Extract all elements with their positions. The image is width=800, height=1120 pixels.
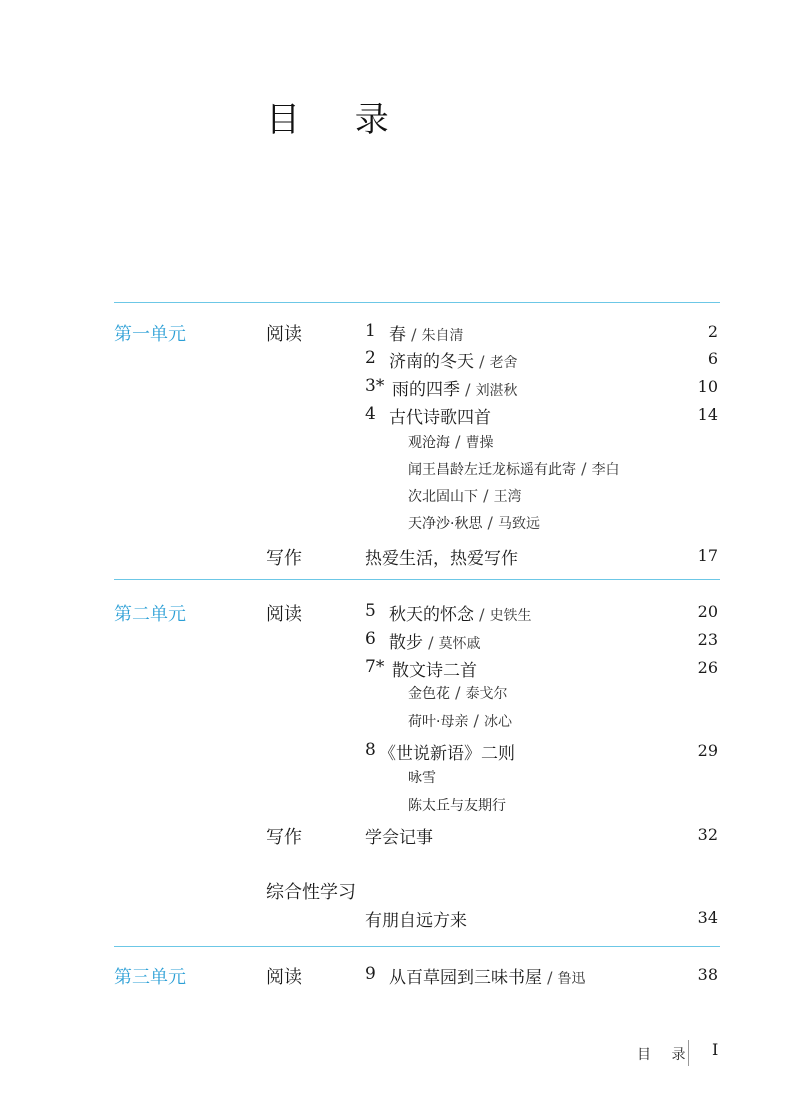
category-integrated: 综合性学习 <box>266 882 356 903</box>
page-number: 26 <box>697 658 718 677</box>
page-number: 32 <box>697 825 718 844</box>
toc-entry[interactable] <box>365 544 518 569</box>
page-number: 29 <box>697 741 718 760</box>
sub-author: 王湾 <box>493 489 522 505</box>
sub-author: 冰心 <box>484 714 513 730</box>
sub-entry[interactable]: 次北固山下 / 王湾 <box>408 486 522 505</box>
toc-entry[interactable]: 从百草园到三味书屋 / 鲁迅 <box>389 968 586 988</box>
unit-label-2: 第二单元 <box>114 604 186 625</box>
sub-entry[interactable]: 天净沙·秋思 / 马致远 <box>408 513 541 532</box>
lesson-title: 春 <box>389 325 406 345</box>
lesson-author: 老舍 <box>489 355 518 371</box>
page-number: 17 <box>697 546 718 565</box>
toc-entry[interactable] <box>365 906 467 931</box>
sub-entry[interactable]: 观沧海 / 曹操 <box>408 432 494 451</box>
lesson-number: 7* <box>365 657 385 677</box>
page-number: 10 <box>697 377 718 396</box>
lesson-author: 刘湛秋 <box>475 383 518 399</box>
page-number: 38 <box>697 965 718 984</box>
lesson-number: 2 <box>365 348 376 368</box>
sub-title: 次北固山下 <box>408 489 478 505</box>
lesson-title: 古代诗歌四首 <box>389 408 491 428</box>
lesson-number: 4 <box>365 404 376 424</box>
category-reading: 阅读 <box>266 604 302 625</box>
sub-author: 泰戈尔 <box>465 686 508 702</box>
page-number: 6 <box>707 349 718 368</box>
sub-author: 曹操 <box>465 435 494 451</box>
sub-entry[interactable] <box>408 795 506 815</box>
page-title: 目 录 <box>266 100 411 140</box>
toc-entry[interactable]: 散步 / 莫怀戚 <box>389 633 481 653</box>
toc-entry[interactable]: 济南的冬天 / 老舍 <box>389 352 518 372</box>
unit-label-3: 第三单元 <box>114 967 186 988</box>
lesson-number: 5 <box>365 601 376 621</box>
page-number: 20 <box>697 602 718 621</box>
toc-entry[interactable]: 秋天的怀念 / 史铁生 <box>389 605 532 625</box>
lesson-author: 莫怀戚 <box>438 636 481 652</box>
sub-entry[interactable]: 金色花 / 泰戈尔 <box>408 683 508 702</box>
lesson-author: 朱自清 <box>421 328 464 344</box>
footer-label: 目 录 <box>637 1047 694 1063</box>
lesson-title: 《世说新语》二则 <box>379 744 515 764</box>
sub-title: 观沧海 <box>408 435 450 451</box>
unit-label-1: 第一单元 <box>114 324 186 345</box>
lesson-author: 史铁生 <box>489 608 532 624</box>
lesson-title: 学会记事 <box>365 828 433 848</box>
footer-separator <box>688 1040 689 1066</box>
toc-entry[interactable]: 春 / 朱自清 <box>389 325 464 345</box>
lesson-title: 雨的四季 <box>392 380 460 400</box>
sub-title: 陈太丘与友期行 <box>408 798 506 814</box>
sub-entry[interactable]: 荷叶·母亲 / 冰心 <box>408 711 513 730</box>
lesson-author: 鲁迅 <box>557 971 586 987</box>
toc-entry[interactable] <box>392 656 477 681</box>
lesson-number: 1 <box>365 321 376 341</box>
toc-entry[interactable]: 雨的四季 / 刘湛秋 <box>392 380 518 400</box>
lesson-number: 6 <box>365 629 376 649</box>
unit-divider <box>114 579 720 580</box>
page-number: 14 <box>697 405 718 424</box>
sub-title: 天净沙·秋思 <box>408 516 483 532</box>
lesson-number: 3* <box>365 376 385 396</box>
toc-entry[interactable] <box>365 823 433 848</box>
footer-page-number: I <box>712 1040 719 1059</box>
lesson-title: 秋天的怀念 <box>389 605 474 625</box>
lesson-title: 散步 <box>389 633 423 653</box>
lesson-title: 热爱生活，热爱写作 <box>365 549 518 569</box>
sub-title: 荷叶·母亲 <box>408 714 469 730</box>
sub-title: 金色花 <box>408 686 450 702</box>
category-writing: 写作 <box>266 548 302 569</box>
page-number: 2 <box>707 322 718 341</box>
sub-author: 马致远 <box>498 516 541 532</box>
category-reading: 阅读 <box>266 324 302 345</box>
page-number: 34 <box>697 908 718 927</box>
unit-divider <box>114 302 720 303</box>
page-number: 23 <box>697 630 718 649</box>
category-writing: 写作 <box>266 827 302 848</box>
lesson-number: 9 <box>365 964 376 984</box>
sub-author: 李白 <box>591 462 620 478</box>
sub-entry[interactable] <box>408 767 436 787</box>
lesson-title: 散文诗二首 <box>392 661 477 681</box>
lesson-number: 8 <box>365 740 376 760</box>
sub-entry[interactable]: 闻王昌龄左迁龙标遥有此寄 / 李白 <box>408 459 620 478</box>
lesson-title: 济南的冬天 <box>389 352 474 372</box>
toc-entry[interactable] <box>389 403 491 428</box>
lesson-title: 有朋自远方来 <box>365 911 467 931</box>
sub-title: 闻王昌龄左迁龙标遥有此寄 <box>408 462 576 478</box>
unit-divider <box>114 946 720 947</box>
lesson-title: 从百草园到三味书屋 <box>389 968 542 988</box>
category-reading: 阅读 <box>266 967 302 988</box>
toc-entry[interactable] <box>379 739 515 764</box>
sub-title: 咏雪 <box>408 770 436 786</box>
